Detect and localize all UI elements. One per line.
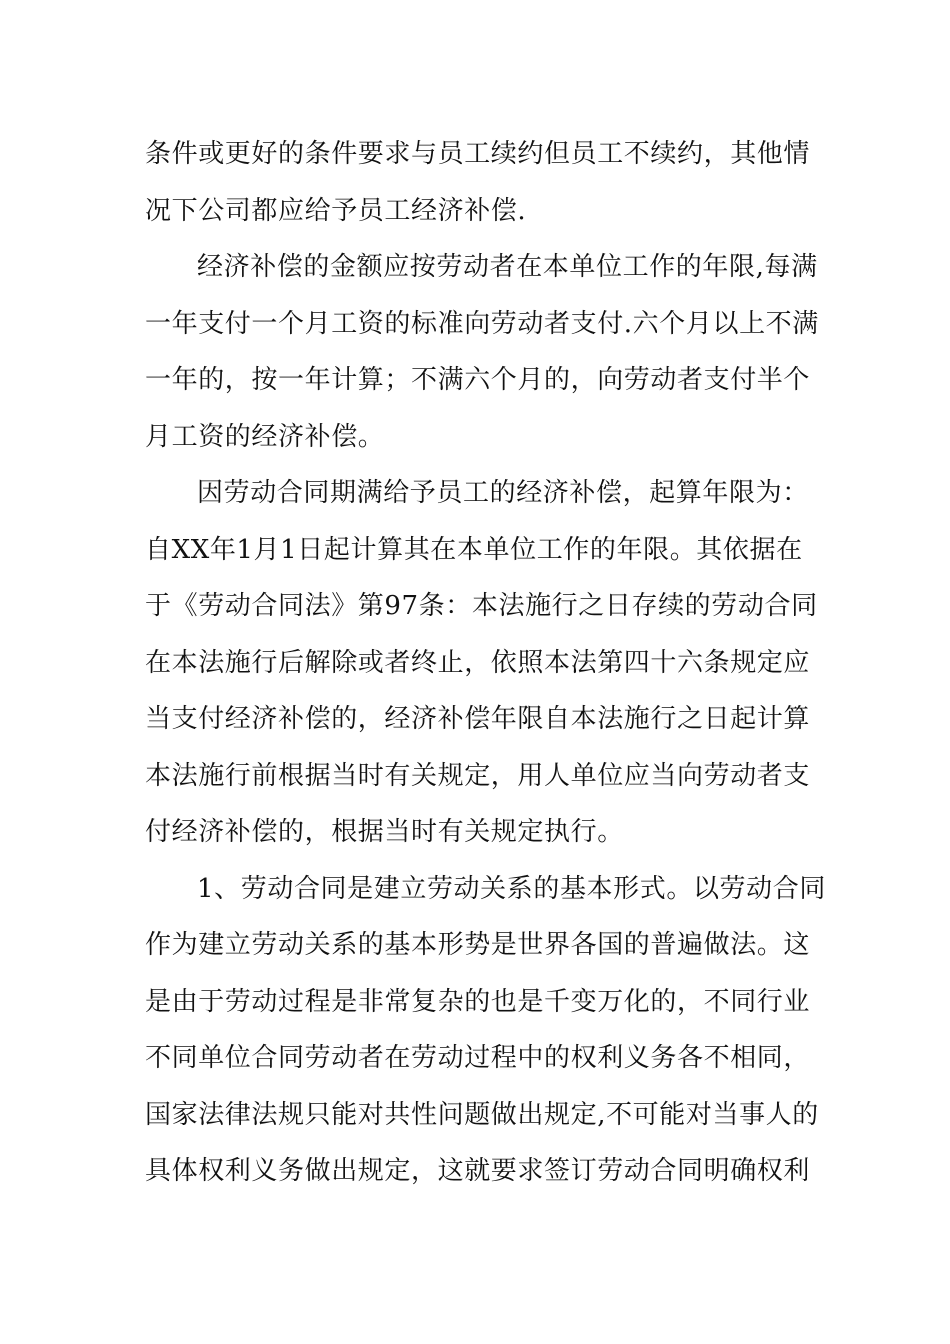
text-line: 本法施行前根据当时有关规定，用人单位应当向劳动者支: [145, 760, 811, 791]
text-line: 具体权利义务做出规定，这就要求签订劳动合同明确权利: [145, 1156, 811, 1186]
text-line: 条件或更好的条件要求与员工续约但员工不续约，其他情: [145, 139, 811, 169]
text-line: 是由于劳动过程是非常复杂的也是千变万化的，不同行业: [145, 986, 811, 1017]
text-line: 在本法施行后解除或者终止，依照本法第四十六条规定应: [145, 647, 811, 678]
text-line: 不同单位合同劳动者在劳动过程中的权利义务各不相同，: [145, 1043, 811, 1073]
text-line: 况下公司都应给予员工经济补偿.: [145, 195, 527, 226]
text-line: 付经济补偿的，根据当时有关规定执行。: [145, 817, 624, 847]
document-body: [145, 126, 826, 1200]
paragraph-first-line: 经济补偿的金额应按劳动者在本单位工作的年限,每满: [197, 252, 818, 282]
text-line: 当支付经济补偿的，经济补偿年限自本法施行之日起计算: [145, 704, 811, 734]
text-line: 一年支付一个月工资的标准向劳动者支付.六个月以上不满: [145, 308, 819, 339]
text-line: 一年的，按一年计算；不满六个月的，向劳动者支付半个: [145, 365, 811, 395]
text-line: 月工资的经济补偿。: [145, 421, 385, 452]
text-line: 国家法律法规只能对共性问题做出规定,不可能对当事人的: [145, 1099, 819, 1130]
text-line: 自XX年1月1日起计算其在本单位工作的年限。其依据在: [145, 534, 803, 565]
text-line: 于《劳动合同法》第97条：本法施行之日存续的劳动合同: [145, 591, 818, 621]
paragraph-first-line: 1、劳动合同是建立劳动关系的基本形式。以劳动合同: [197, 873, 826, 904]
paragraph-first-line: 因劳动合同期满给予员工的经济补偿，起算年限为：: [197, 478, 809, 508]
text-line: 作为建立劳动关系的基本形势是世界各国的普遍做法。这: [145, 930, 811, 960]
